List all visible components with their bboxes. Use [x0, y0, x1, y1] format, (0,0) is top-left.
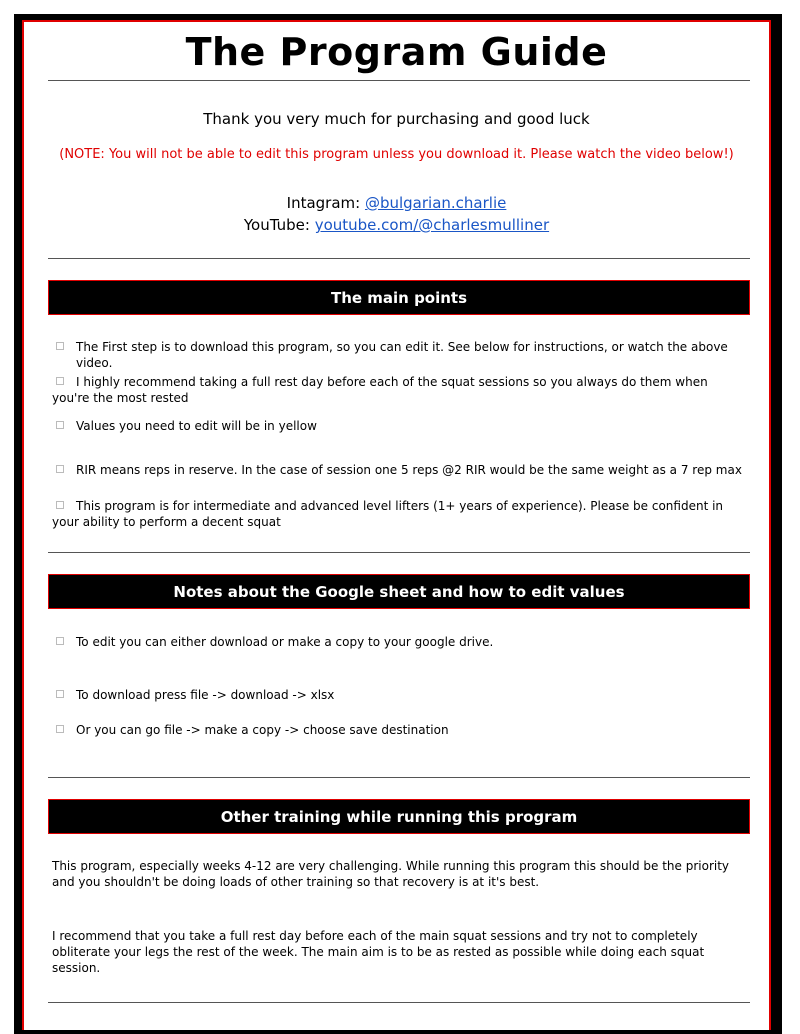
paragraph: I recommend that you take a full rest day before each of the main squat sessions and try not to completely obliterate your legs the rest of the week. The main aim is to be as rested as possible while doing each squat session. [52, 929, 705, 975]
thanks-text: Thank you very much for purchasing and good luck [203, 110, 590, 128]
list-item: The First step is to download this program, so you can edit it. See below for instructions, or watch the above video. [52, 339, 766, 371]
list-item: To edit you can either download or make a copy to your google drive. [52, 634, 742, 650]
checkbox-icon [56, 342, 64, 350]
paragraph: This program, especially weeks 4-12 are very challenging. While running this program this should be the priority and you shouldn't be doing loads of other training so that recovery is at it's best. [52, 859, 730, 889]
youtube-line [24, 216, 769, 234]
list-item: To download press file -> download -> xlsx [52, 687, 742, 703]
checkbox-icon [56, 377, 64, 385]
checkbox-icon [56, 501, 64, 509]
checkbox-icon [56, 465, 64, 473]
section-heading-main-points: The main points [48, 280, 750, 315]
checkbox-icon [56, 725, 64, 733]
list-item: RIR means reps in reserve. In the case of session one 5 reps @2 RIR would be the same weight as a 7 rep max [52, 462, 742, 478]
note-text: (NOTE: You will not be able to edit this program unless you download it. Please watch the video below!) [59, 147, 734, 162]
list-item: Or you can go file -> make a copy -> choose save destination [52, 722, 742, 738]
instagram-label: Intagram: [286, 194, 365, 212]
checkbox-icon [56, 637, 64, 645]
youtube-link[interactable]: youtube.com/@charlesmulliner [314, 216, 550, 234]
list-item: I highly recommend taking a full rest day before each of the squat sessions so you always do them when you're the most rested [52, 375, 708, 405]
list-item: Values you need to edit will be in yellow [52, 418, 742, 434]
document-page [22, 20, 771, 1030]
divider [48, 777, 750, 778]
divider [48, 258, 750, 259]
checkbox-icon [56, 690, 64, 698]
section-heading-other-training: Other training while running this program [48, 799, 750, 834]
instagram-line [24, 194, 769, 212]
instagram-link[interactable]: @bulgarian.charlie [364, 194, 507, 212]
youtube-label: YouTube: [243, 216, 315, 234]
checkbox-icon [56, 421, 64, 429]
section-heading-notes: Notes about the Google sheet and how to edit values [48, 574, 750, 609]
list-item: This program is for intermediate and advanced level lifters (1+ years of experience). Please be confident in your ability to perform a decent squat [52, 499, 724, 529]
divider [48, 1002, 750, 1003]
page-title: The Program Guide [185, 30, 608, 74]
divider [48, 552, 750, 553]
divider [48, 80, 750, 81]
